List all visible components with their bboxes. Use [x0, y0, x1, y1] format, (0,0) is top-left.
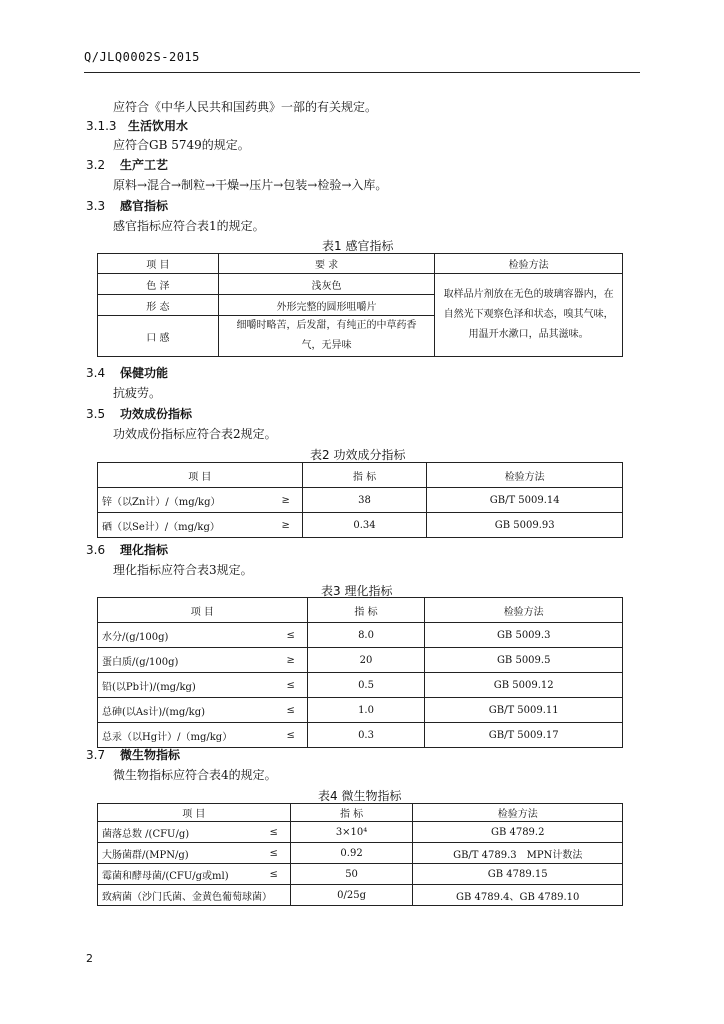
table-cell-item: 大肠菌群/(MPN/g) — [102, 849, 189, 861]
section-number: 3.1.3 — [86, 119, 117, 133]
table-cell-item: 水分/(g/100g) — [102, 631, 169, 643]
section-number: 3.2 — [86, 158, 106, 172]
table-4-microbiological — [97, 803, 623, 906]
table-cell-operator: ≤ — [269, 847, 278, 859]
table-4-caption: 表4 微生物指标 — [318, 789, 402, 803]
table-2-functional — [97, 462, 623, 538]
section-3-2-heading — [86, 156, 168, 173]
table-cell-item: 口 感 — [98, 316, 219, 357]
table-cell-value: 3×10⁴ — [290, 822, 413, 843]
table-cell-value: 38 — [302, 488, 427, 513]
table-header-cell: 项 目 — [98, 463, 303, 488]
section-3-5-heading — [86, 405, 192, 422]
header-rule — [84, 72, 640, 73]
section-3-3-body: 感官指标应符合表1的规定。 — [113, 219, 265, 233]
table-cell-value: 50 — [290, 864, 413, 885]
table-cell-item: 硒（以Se计）/（mg/kg） — [102, 521, 220, 533]
section-title: 功效成份指标 — [120, 407, 193, 421]
section-title: 生活饮用水 — [128, 119, 189, 133]
table-cell-item: 霉菌和酵母菌/(CFU/g或ml) — [102, 870, 229, 882]
table-cell-method: GB 5009.3 — [425, 623, 623, 648]
section-3-6-body: 理化指标应符合表3规定。 — [113, 563, 253, 577]
page-number: 2 — [86, 952, 93, 965]
section-3-4-heading — [86, 364, 168, 381]
table-cell-value: 20 — [307, 648, 425, 673]
table-cell-item: 菌落总数 /(CFU/g) — [102, 828, 190, 840]
table-header-cell: 检验方法 — [427, 463, 623, 488]
table-cell-method: GB 5009.5 — [425, 648, 623, 673]
section-number: 3.7 — [86, 748, 106, 762]
document-code: Q/JLQ0002S-2015 — [84, 50, 200, 64]
table-cell-method: GB/T 5009.14 — [427, 488, 623, 513]
table-cell-operator: ≤ — [286, 679, 295, 691]
table-row — [98, 723, 623, 748]
table-cell-requirement: 浅灰色 — [218, 274, 435, 295]
table-cell-operator: ≤ — [286, 704, 295, 716]
section-3-5-body: 功效成份指标应符合表2规定。 — [113, 427, 277, 441]
table-cell-method: GB 4789.15 — [413, 864, 623, 885]
table-header-cell: 检验方法 — [425, 598, 623, 623]
table-row — [98, 488, 623, 513]
table-cell-value: 0/25g — [290, 885, 413, 906]
table-cell-item: 锌（以Zn计）/（mg/kg） — [102, 496, 221, 508]
table-cell-method: GB/T 4789.3 MPN计数法 — [413, 843, 623, 864]
table-cell-item: 总汞（以Hg计）/（mg/kg） — [102, 731, 233, 743]
table-header-cell: 检验方法 — [435, 254, 623, 274]
table-cell-operator: ≤ — [286, 729, 295, 741]
section-3-2-body: 原料→混合→制粒→干燥→压片→包装→检验→入库。 — [113, 178, 388, 192]
table-cell-method: 取样品片剂放在无色的玻璃容器内，在自然光下观察色泽和状态，嗅其气味，用温开水漱口，品其滋味。 — [435, 274, 623, 357]
table-row — [98, 864, 623, 885]
table-cell-value: 0.34 — [302, 513, 427, 538]
section-title: 保健功能 — [120, 366, 169, 380]
table-row — [98, 843, 623, 864]
table-header-cell: 项 目 — [98, 254, 219, 274]
table-cell-method: GB 5009.93 — [427, 513, 623, 538]
table-header-cell: 指 标 — [290, 804, 413, 822]
table-cell-method: GB/T 5009.17 — [425, 723, 623, 748]
table-header-cell: 指 标 — [307, 598, 425, 623]
section-number: 3.4 — [86, 366, 106, 380]
table-cell-operator: ≤ — [286, 629, 295, 641]
section-3-7-body: 微生物指标应符合表4的规定。 — [113, 768, 277, 782]
table-cell-operator: ≤ — [269, 826, 278, 838]
table-1-caption: 表1 感官指标 — [322, 239, 394, 253]
section-3-7-heading — [86, 746, 180, 763]
table-cell-method: GB/T 5009.11 — [425, 698, 623, 723]
table-cell-item: 形 态 — [98, 295, 219, 316]
table-header-cell: 检验方法 — [413, 804, 623, 822]
table-cell-method: GB 4789.2 — [413, 822, 623, 843]
section-number: 3.5 — [86, 407, 106, 421]
table-cell-operator: ≤ — [269, 868, 278, 880]
section-3-6-heading — [86, 541, 168, 558]
section-title: 生产工艺 — [120, 158, 169, 172]
table-cell-requirement: 外形完整的圆形咀嚼片 — [218, 295, 435, 316]
table-row — [98, 274, 623, 295]
table-cell-method: GB 4789.4、GB 4789.10 — [413, 885, 623, 906]
table-cell-item: 铅(以Pb计)/(mg/kg) — [102, 681, 196, 693]
section-title: 感官指标 — [120, 199, 169, 213]
table-cell-item: 色 泽 — [98, 274, 219, 295]
table-3-physicochemical — [97, 597, 623, 748]
section-number: 3.3 — [86, 199, 106, 213]
table-cell-item: 总砷(以As计)/(mg/kg) — [102, 706, 206, 718]
table-cell-method: GB 5009.12 — [425, 673, 623, 698]
table-header-cell: 要 求 — [218, 254, 435, 274]
table-3-caption: 表3 理化指标 — [321, 584, 393, 598]
table-cell-item: 蛋白质/(g/100g) — [102, 656, 179, 668]
table-cell-value: 0.3 — [307, 723, 425, 748]
table-row — [98, 698, 623, 723]
section-title: 理化指标 — [120, 543, 169, 557]
section-title: 微生物指标 — [120, 748, 181, 762]
section-number: 3.6 — [86, 543, 106, 557]
section-3-3-heading — [86, 197, 168, 214]
table-row — [98, 822, 623, 843]
table-row — [98, 885, 623, 906]
table-cell-value: 8.0 — [307, 623, 425, 648]
table-2-caption: 表2 功效成分指标 — [310, 448, 406, 462]
section-3-1-3-heading — [86, 117, 188, 134]
table-cell-operator: ≥ — [281, 494, 290, 506]
intro-line: 应符合《中华人民共和国药典》一部的有关规定。 — [113, 100, 378, 114]
table-cell-value: 1.0 — [307, 698, 425, 723]
section-3-4-body: 抗疲劳。 — [113, 386, 162, 400]
table-header-cell: 项 目 — [98, 804, 291, 822]
section-3-1-3-body: 应符合GB 5749的规定。 — [113, 138, 250, 152]
table-row — [98, 513, 623, 538]
table-cell-operator: ≥ — [281, 519, 290, 531]
table-1-sensory — [97, 253, 623, 357]
table-header-cell: 项 目 — [98, 598, 308, 623]
table-cell-item: 致病菌（沙门氏菌、金黄色葡萄球菌） — [102, 891, 272, 903]
table-row — [98, 648, 623, 673]
table-row — [98, 673, 623, 698]
table-header-cell: 指 标 — [302, 463, 427, 488]
table-cell-value: 0.92 — [290, 843, 413, 864]
table-row — [98, 623, 623, 648]
table-cell-operator: ≥ — [286, 654, 295, 666]
table-cell-requirement: 细嚼时略苦，后发甜，有纯正的中草药香气，无异味 — [218, 316, 435, 357]
table-cell-value: 0.5 — [307, 673, 425, 698]
